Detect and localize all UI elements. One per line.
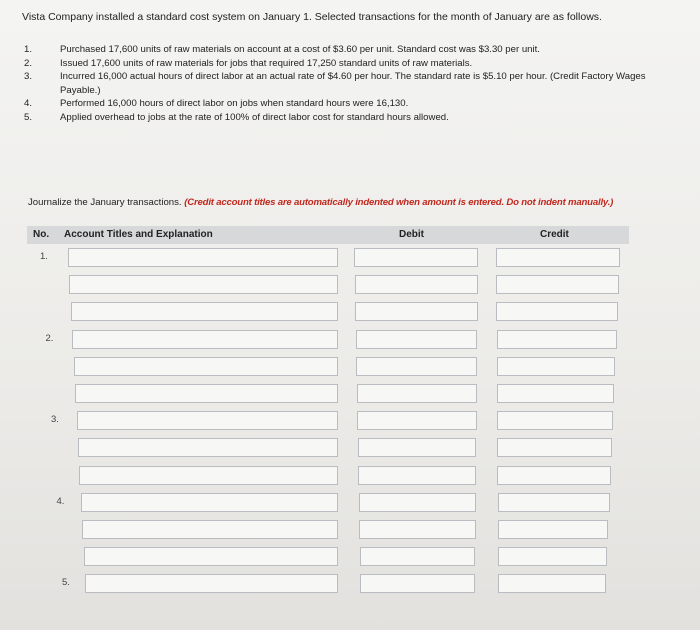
debit-input[interactable] [359,520,476,539]
debit-input[interactable] [358,466,476,485]
account-title-input[interactable] [79,466,338,485]
entry-number: 3. [51,414,59,426]
transaction-text: Incurred 16,000 actual hours of direct labor at an actual rate of $4.60 per hour. The standard rate is $5.10 per hour. (Credit Factory Wages Payable.) [60,71,646,96]
credit-input[interactable] [497,330,617,349]
credit-input[interactable] [498,547,607,566]
transaction-text: Purchased 17,600 units of raw materials on account at a cost of $3.60 per unit. Standard cost was $3.30 per unit. [60,44,540,55]
debit-input[interactable] [356,330,478,349]
account-title-input[interactable] [69,275,338,294]
transaction-item [24,97,684,111]
entry-number: 2. [45,332,54,344]
credit-input[interactable] [497,384,614,403]
credit-input[interactable] [498,493,610,512]
debit-input[interactable] [356,357,477,376]
transaction-item [24,43,684,57]
debit-input[interactable] [359,493,476,512]
transaction-item [24,57,684,71]
debit-input[interactable] [354,248,478,267]
credit-input[interactable] [496,275,619,294]
credit-input[interactable] [497,357,616,376]
account-title-input[interactable] [75,384,338,403]
account-title-input[interactable] [77,411,339,430]
transaction-number: 1. [24,44,33,55]
entry-number: 5. [62,577,70,589]
debit-input[interactable] [357,384,477,403]
instruction-note: (Credit account titles are automatically indented when amount is entered. Do not indent manually.) [184,197,614,208]
header-account: Account Titles and Explanation [64,229,213,240]
credit-input[interactable] [498,520,609,539]
account-title-input[interactable] [68,248,338,267]
account-title-input[interactable] [78,438,338,457]
account-title-input[interactable] [82,520,338,539]
credit-input[interactable] [497,466,610,485]
transaction-text: Issued 17,600 units of raw materials for jobs that required 17,250 standard units of raw materials. [60,57,473,69]
account-title-input[interactable] [71,302,338,321]
debit-input[interactable] [355,302,478,321]
debit-input[interactable] [357,411,477,430]
credit-input[interactable] [498,574,606,593]
debit-input[interactable] [358,438,477,457]
header-debit: Debit [399,229,424,240]
debit-input[interactable] [360,547,476,566]
credit-input[interactable] [497,411,613,430]
credit-input[interactable] [497,438,612,457]
credit-input[interactable] [496,248,620,267]
transaction-number: 3. [24,71,33,83]
account-title-input[interactable] [72,330,338,349]
transaction-number: 5. [24,111,33,123]
transaction-number: 4. [24,98,33,110]
credit-input[interactable] [496,302,617,321]
account-title-input[interactable] [84,547,338,566]
table-header [27,226,629,244]
transaction-number: 2. [24,57,33,69]
debit-input[interactable] [360,574,475,593]
transaction-text: Performed 16,000 hours of direct labor on jobs when standard hours were 16,130. [60,98,409,110]
debit-input[interactable] [355,275,478,294]
transaction-item [24,111,684,125]
header-credit: Credit [540,229,569,240]
account-title-input[interactable] [81,493,338,512]
instruction [28,197,613,208]
transaction-list [24,43,684,125]
instruction-text: Journalize the January transactions. [28,197,182,208]
header-no: No. [33,229,50,240]
transaction-item [24,70,684,97]
entry-number: 4. [56,495,65,507]
account-title-input[interactable] [85,574,338,593]
intro-text: Vista Company installed a standard cost system on January 1. Selected transactions for the month of January are as follows. [22,11,602,23]
entry-number: 1. [40,251,48,262]
transaction-text: Applied overhead to jobs at the rate of 100% of direct labor cost for standard hours allowed. [60,111,449,123]
account-title-input[interactable] [74,357,338,376]
